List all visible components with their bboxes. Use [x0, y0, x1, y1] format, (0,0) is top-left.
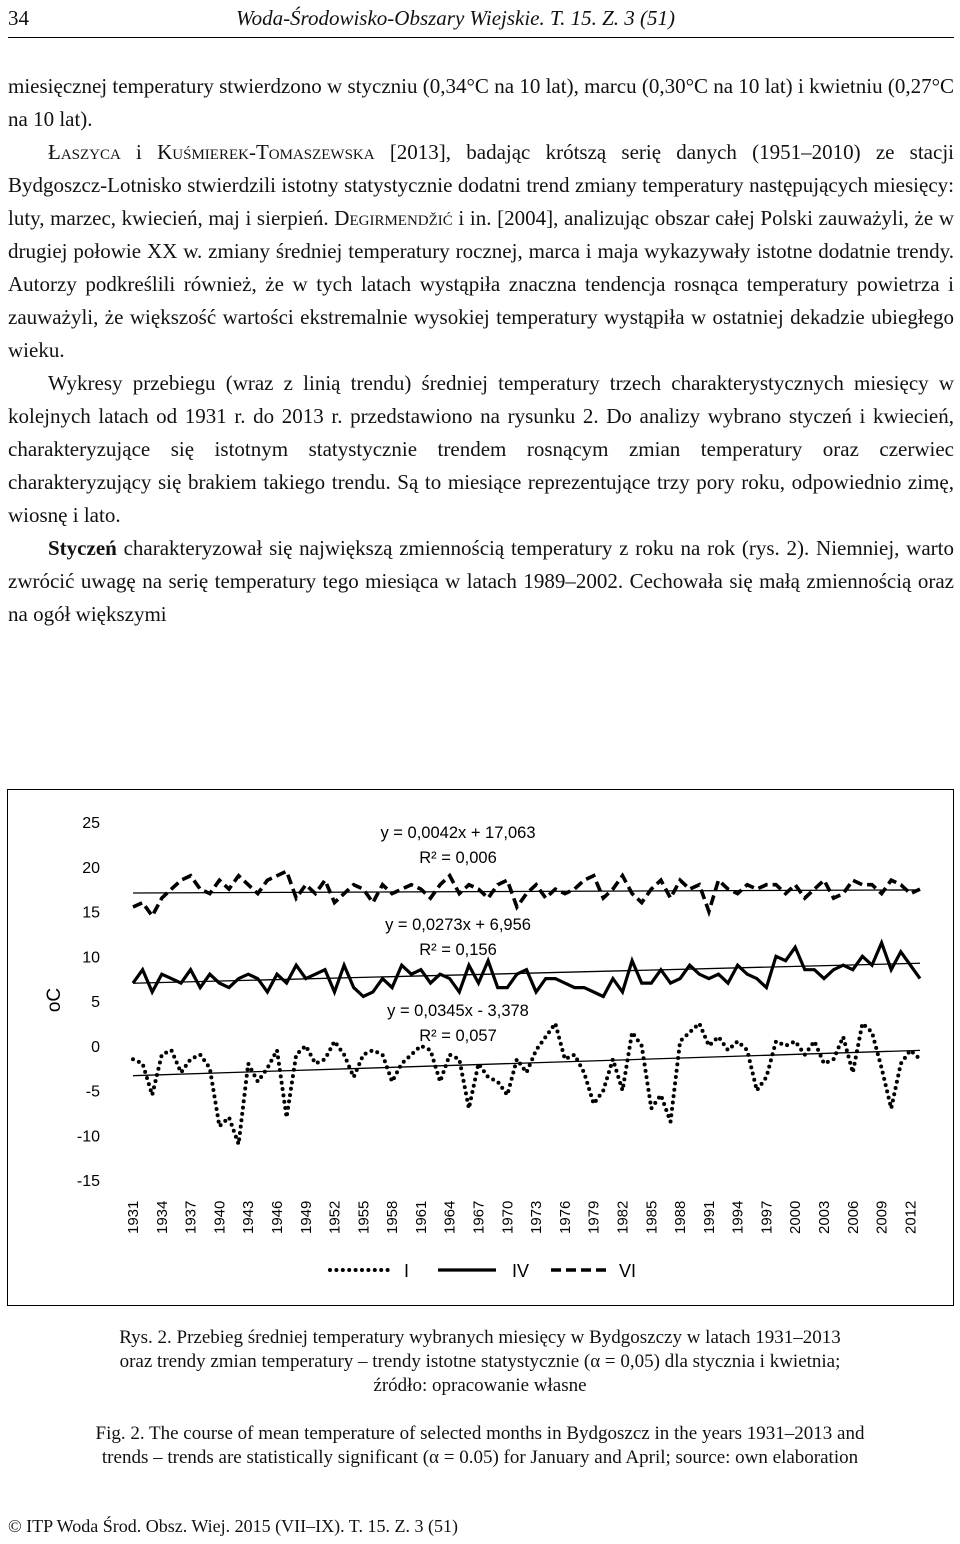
- x-tick-label: 1940: [211, 1200, 229, 1234]
- trend-equation-I: y = 0,0345x - 3,378: [387, 1002, 529, 1020]
- paragraph-1: [8, 70, 954, 136]
- y-tick-label: 5: [91, 994, 100, 1011]
- x-tick-label: 1949: [297, 1200, 315, 1234]
- trend-r2-I: R² = 0,057: [419, 1027, 497, 1045]
- legend-label-I: I: [404, 1261, 410, 1281]
- author-2: Kuśmierek-Tomaszewska: [157, 140, 375, 164]
- temperature-chart: [8, 790, 953, 1305]
- x-tick-label: 1982: [614, 1200, 632, 1234]
- x-tick-label: 1958: [384, 1200, 402, 1234]
- x-tick-label: 1961: [412, 1200, 430, 1234]
- legend-label-VI: VI: [619, 1261, 637, 1281]
- paragraph-1-text: miesięcznej temperatury stwierdzono w styczniu (0,34°C na 10 lat), marcu (0,30°C na 10 lat) i kwietniu (0,27°C na 10 lat).: [8, 74, 954, 131]
- x-tick-label: 2003: [816, 1200, 834, 1234]
- x-tick-label: 1973: [528, 1200, 546, 1234]
- caption-pl-line-3: źródło: opracowanie własne: [373, 1375, 587, 1396]
- caption-polish: [0, 1326, 960, 1398]
- y-tick-label: -5: [85, 1083, 100, 1101]
- x-tick-label: 1979: [585, 1200, 603, 1234]
- figure-2: [7, 789, 954, 1306]
- header-rule: [8, 37, 954, 38]
- x-tick-label: 1994: [729, 1200, 747, 1234]
- trend-r2-IV: R² = 0,156: [419, 941, 497, 959]
- x-tick-label: 1943: [240, 1200, 258, 1234]
- y-tick-label: 15: [82, 904, 100, 922]
- caption-en-line-1: Fig. 2. The course of mean temperature of selected months in Bydgoszcz in the years 1931–2013 and: [95, 1423, 865, 1444]
- x-tick-label: 1988: [672, 1200, 690, 1234]
- legend-label-IV: IV: [512, 1261, 530, 1281]
- x-tick-label: 1997: [758, 1200, 776, 1234]
- y-axis-label: oC: [44, 987, 65, 1013]
- x-tick-label: 2009: [873, 1200, 891, 1234]
- body-text: [8, 70, 954, 631]
- x-tick-label: 1976: [556, 1200, 574, 1234]
- paragraph-4: [8, 532, 954, 631]
- series-line-IV: [133, 943, 920, 997]
- x-tick-label: 1970: [499, 1200, 517, 1234]
- x-tick-label: 1937: [182, 1200, 200, 1234]
- caption-pl-line-1: Rys. 2. Przebieg średniej temperatury wybranych miesięcy w Bydgoszczy w latach 1931–2013: [119, 1327, 841, 1348]
- author-1: Łaszyca: [48, 140, 121, 164]
- trend-line-IV: [133, 963, 920, 983]
- page-number: 34: [8, 6, 29, 30]
- series-line-I: [133, 1023, 920, 1144]
- paragraph-2: [8, 136, 954, 367]
- trend-equation-VI: y = 0,0042x + 17,063: [380, 824, 536, 842]
- footer: © ITP Woda Środ. Obsz. Wiej. 2015 (VII–IX). T. 15. Z. 3 (51): [8, 1516, 458, 1536]
- x-tick-label: 1946: [268, 1200, 286, 1234]
- y-tick-label: 10: [82, 949, 100, 967]
- x-tick-label: 2006: [844, 1200, 862, 1234]
- and-text: i: [120, 140, 158, 164]
- journal-title: Woda-Środowisko-Obszary Wiejskie. T. 15. Z. 3 (51): [236, 6, 676, 30]
- paragraph-2-end: i in. [2004], analizując obszar całej Polski zauważyli, że w drugiej połowie XX w. zmiany średniej temperatury rocznej, marca i maja wykazywały istotne dodatnie trendy. Autorzy podkreślili również, że w tych latach wystąpiła znaczna tendencja rosnąca temperatury powietrza i zauważyli, że większość wartości ekstremalnie wysokiej temperatury wystąpiła w ostatniej dekadzie ubiegłego wieku.: [8, 206, 954, 362]
- caption-pl-line-2: oraz trendy zmian temperatury – trendy istotne statystycznie (α = 0,05) dla stycznia i kwietnia;: [119, 1351, 841, 1372]
- running-header: [8, 6, 954, 36]
- paragraph-3: [8, 367, 954, 532]
- y-tick-label: -10: [76, 1128, 100, 1146]
- trend-r2-VI: R² = 0,006: [419, 849, 497, 867]
- paragraph-2-mid: [2013], badając krótszą serię danych (1951–2010) ze stacji Bydgoszcz-Lotnisko stwierdzili istotny statystycznie dodatni trend zmiany temperatury następujących miesięcy: luty, marzec, kwiecień, maj i sierpień.: [8, 140, 954, 230]
- y-tick-label: -15: [76, 1173, 100, 1190]
- trend-equation-IV: y = 0,0273x + 6,956: [385, 916, 531, 934]
- y-tick-label: 20: [82, 859, 100, 877]
- x-tick-label: 1985: [643, 1200, 661, 1234]
- x-tick-label: 1991: [700, 1200, 718, 1234]
- x-tick-label: 1934: [153, 1200, 171, 1234]
- series-line-VI: [133, 871, 920, 916]
- x-tick-label: 1931: [125, 1200, 142, 1234]
- x-tick-label: 1964: [441, 1200, 459, 1234]
- x-tick-label: 2012: [902, 1200, 920, 1234]
- x-tick-label: 1967: [470, 1200, 488, 1234]
- y-tick-label: 25: [82, 815, 100, 832]
- x-tick-label: 1955: [355, 1200, 373, 1234]
- paragraph-3-text: Wykresy przebiegu (wraz z linią trendu) średniej temperatury trzech charakterystycznych miesięcy w kolejnych latach od 1931 r. do 2013 r. przedstawiono na rysunku 2. Do analizy wybrano styczeń i kwiecień, charakteryzujące się istotnym statystycznie trendem rosnącym zmian temperatury oraz czerwiec charakteryzujący się brakiem takiego trendu. Są to miesiące reprezentujące trzy pory roku, odpowiednio zimę, wiosnę i lato.: [8, 371, 954, 527]
- caption-english: [0, 1422, 960, 1470]
- x-tick-label: 2000: [787, 1200, 805, 1234]
- x-tick-label: 1952: [326, 1200, 344, 1234]
- caption-en-line-2: trends – trends are statistically significant (α = 0.05) for January and April; source: own elaboration: [101, 1447, 859, 1468]
- paragraph-4-text: charakteryzował się największą zmiennością temperatury z roku na rok (rys. 2). Niemniej, warto zwrócić uwagę na serię temperatury tego miesiąca w latach 1989–2002. Cechowała się małą zmiennością oraz na ogół większymi: [8, 536, 954, 626]
- y-tick-label: 0: [91, 1038, 100, 1056]
- bold-term: Styczeń: [48, 536, 117, 560]
- author-3: Degirmendžić: [334, 206, 453, 230]
